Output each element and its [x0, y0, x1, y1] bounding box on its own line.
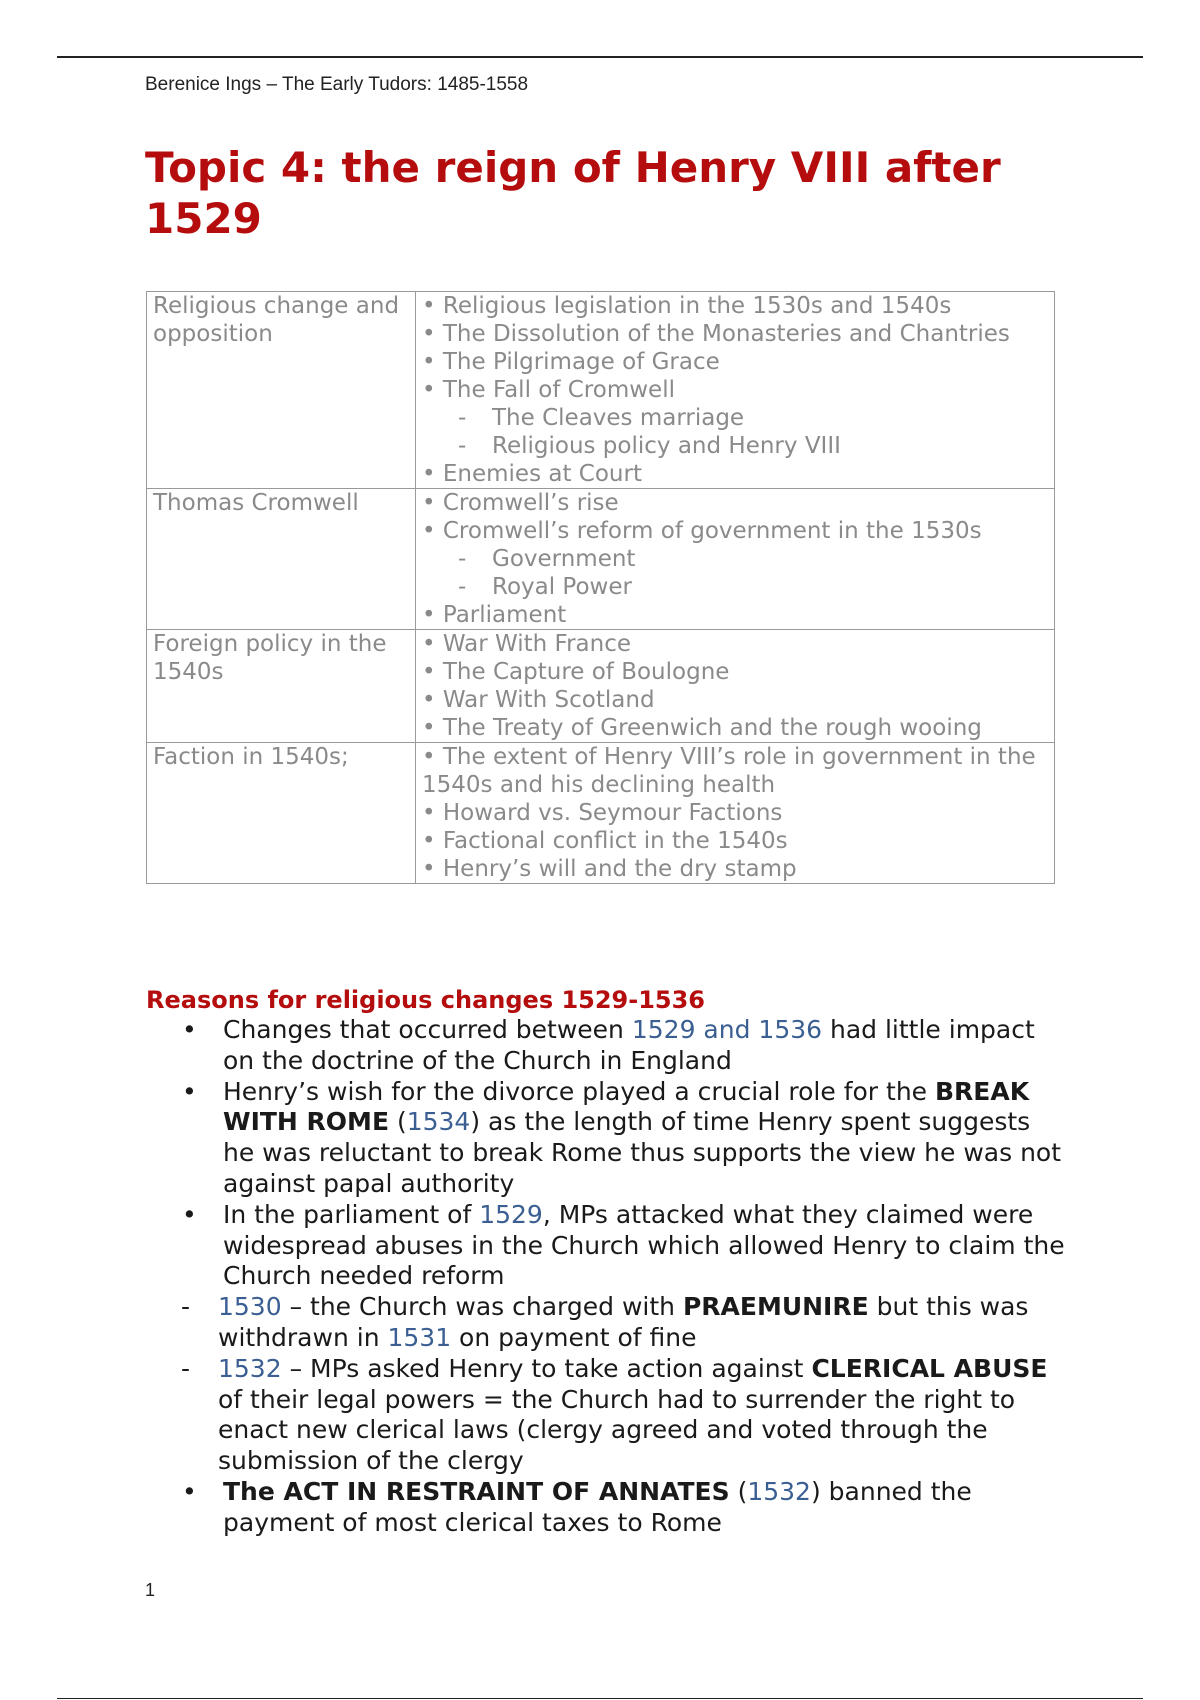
table-row: [147, 489, 1055, 630]
list-item: • The Dissolution of the Monasteries and Chantries: [422, 321, 1010, 347]
section-heading: Reasons for religious changes 1529-1536: [146, 986, 706, 1014]
bullet-marker: •: [182, 1076, 197, 1106]
points-cell: [416, 743, 1055, 884]
theme-cell: Foreign policy in the 1540s: [147, 630, 416, 743]
theme-cell: Thomas Cromwell: [147, 489, 416, 630]
list-item: • The ACT IN RESTRAINT OF ANNATES (1532) banned the payment of most clerical taxes to Rome: [182, 1476, 972, 1537]
list-item: • Religious legislation in the 1530s and 1540s: [422, 293, 952, 319]
table-row: [147, 292, 1055, 489]
topics-table: [146, 291, 1055, 884]
points-cell: [416, 292, 1055, 489]
theme-cell: Religious change and opposition: [147, 292, 416, 489]
points-cell: [416, 630, 1055, 743]
list-item: • War With Scotland: [422, 687, 655, 713]
sub-list-item: - Royal Power: [458, 574, 632, 600]
sub-list-item: - Religious policy and Henry VIII: [458, 433, 841, 459]
list-item: • Henry’s wish for the divorce played a crucial role for the BREAK WITH ROME (1534) as the length of time Henry spent suggests he was reluctant to break Rome thus supports the view he was not against papal authority: [182, 1076, 1062, 1198]
dash-marker: -: [181, 1292, 191, 1322]
list-item: - 1530 – the Church was charged with PRAEMUNIRE but this was withdrawn in 1531 on payment of fine: [181, 1292, 1029, 1352]
list-item: - 1532 – MPs asked Henry to take action against CLERICAL ABUSE of their legal powers = the Church had to surrender the right to enact new clerical laws (clergy agreed and voted through the submission of the clergy: [181, 1353, 1048, 1476]
list-item: • Cromwell’s rise: [422, 490, 619, 516]
list-item: • Enemies at Court: [422, 461, 642, 487]
list-item: • The Treaty of Greenwich and the rough wooing: [422, 715, 982, 741]
list-item: • Parliament: [422, 602, 567, 628]
sub-list-item: - Government: [458, 546, 636, 572]
list-item: • The Pilgrimage of Grace: [422, 349, 720, 375]
list-item: • The Fall of Cromwell: [422, 377, 675, 403]
dash-marker: -: [181, 1353, 191, 1383]
list-item: • In the parliament of 1529, MPs attacked what they claimed were widespread abuses in the Church which allowed Henry to claim the Church needed reform: [182, 1199, 1065, 1291]
page-title: Topic 4: the reign of Henry VIII after 1529: [145, 143, 1001, 243]
theme-cell: Faction in 1540s;: [147, 743, 416, 884]
list-item: • War With France: [422, 631, 632, 657]
list-item: • The extent of Henry VIII’s role in government in the 1540s and his declining health: [422, 744, 1036, 798]
list-item: • Howard vs. Seymour Factions: [422, 800, 783, 826]
top-rule: [57, 56, 1143, 58]
table-row: [147, 743, 1055, 884]
reasons-list: [146, 1015, 1066, 1539]
list-item: • Henry’s will and the dry stamp: [422, 856, 797, 882]
table-row: [147, 630, 1055, 743]
running-header: Berenice Ings – The Early Tudors: 1485-1558: [145, 74, 529, 95]
bullet-marker: •: [182, 1015, 197, 1044]
list-item: • Cromwell’s reform of government in the 1530s: [422, 518, 982, 544]
sub-list-item: - The Cleaves marriage: [458, 405, 745, 431]
bullet-marker: •: [182, 1199, 197, 1229]
list-item: • Factional conflict in the 1540s: [422, 828, 788, 854]
bottom-rule: [57, 1698, 1143, 1699]
points-cell: [416, 489, 1055, 630]
list-item: • Changes that occurred between 1529 and 1536 had little impact on the doctrine of the Church in England: [182, 1015, 1035, 1075]
list-item: • The Capture of Boulogne: [422, 659, 730, 685]
page-number: 1: [145, 1580, 156, 1600]
bullet-marker: •: [182, 1476, 197, 1506]
